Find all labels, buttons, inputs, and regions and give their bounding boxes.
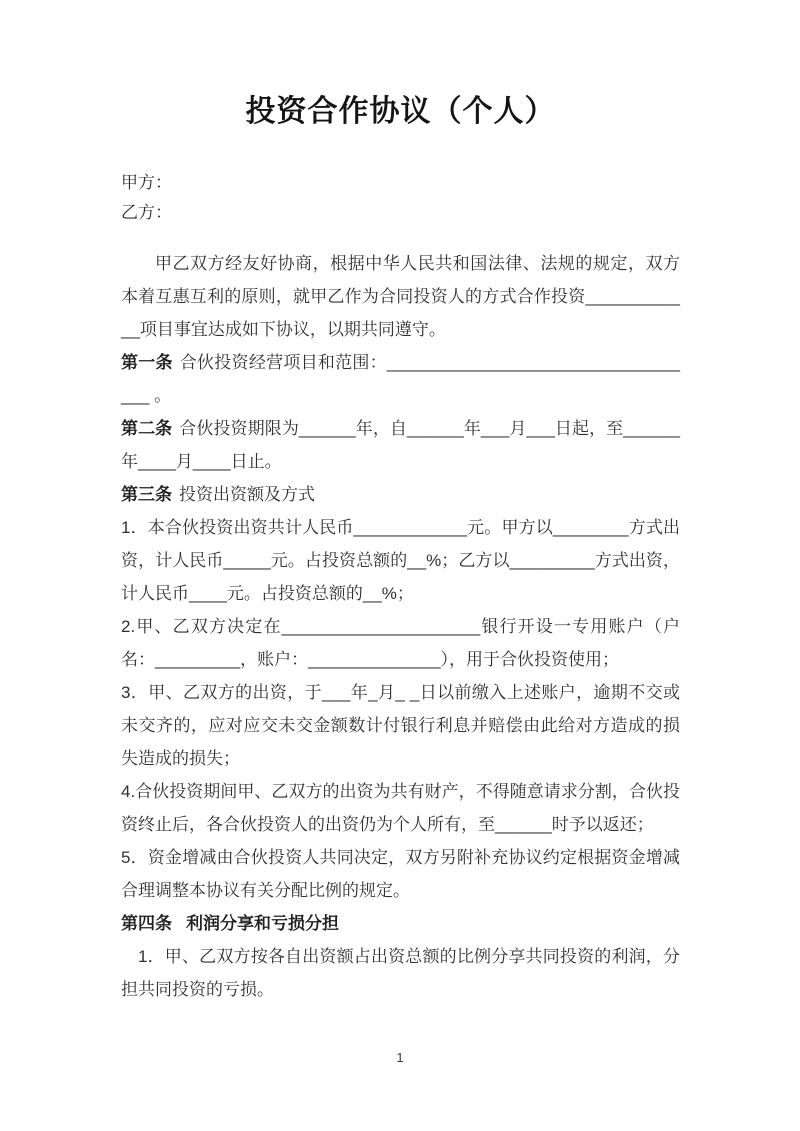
parties-block [121,168,680,228]
party-a-line: 甲方： [121,173,172,192]
clause-4-item-1: 1．甲、乙双方按各自出资额占出资总额的比例分享共同投资的利润，分担共同投资的亏损。 [121,947,680,999]
clause-3-heading [121,478,680,511]
clause-3-item-1: 1．本合伙投资出资共计人民币____________元。甲方以________方式出资，计人民币_____元。占投资总额的__%；乙方以_________方式出资，计人民币____元。占投资总额的__%； [121,518,680,603]
preamble-paragraph: 甲乙双方经友好协商，根据中华人民共和国法律、法规的规定，双方本着互惠互利的原则，就甲乙作为合同投资人的方式合作投资____________项目事宜达成如下协议，以期共同遵守。 [121,254,680,339]
clause-3-title-text: 投资出资额及方式 [179,485,315,504]
clause-3-label: 第三条 [121,485,172,504]
clause-3-item-5: 5．资金增减由合伙投资人共同决定，双方另附补充协议约定根据资金增减合理调整本协议有关分配比例的规定。 [121,848,680,900]
document-content [121,0,680,1006]
clause-1-label: 第一条 [121,353,173,372]
clause-4-label: 第四条 [121,914,172,933]
clause-2-label: 第二条 [121,419,173,438]
document-title: 投资合作协议（个人） [245,95,556,128]
clause-4-heading [121,907,680,940]
clause-2-paragraph [121,412,680,478]
party-b-line: 乙方： [121,203,172,222]
clause-2-text: 合伙投资期限为______年，自______年___月___日起，至______年____月____日止。 [121,419,680,471]
clause-3-item-4: 4.合伙投资期间甲、乙双方的出资为共有财产，不得随意请求分割，合伙投资终止后，各合伙投资人的出资仍为个人所有，至______时予以返还； [121,782,680,834]
clause-3-item-3: 3．甲、乙双方的出资，于___年_月_ _日以前缴入上述账户，逾期不交或未交齐的，应对应交未交金额数计付银行利息并赔偿由此给对方造成的损失造成的损失； [121,683,680,768]
clause-3-item-2: 2.甲、乙双方决定在_____________________银行开设一专用账户（户名：_________，账户：______________），用于合伙投资使用； [121,617,680,669]
clause-4-title-text: 利润分享和亏损分担 [186,914,339,933]
page-number: 1 [396,1050,404,1065]
clause-1-text: 合伙投资经营项目和范围：__________________________________ 。 [121,353,680,405]
clause-1-paragraph [121,346,680,412]
